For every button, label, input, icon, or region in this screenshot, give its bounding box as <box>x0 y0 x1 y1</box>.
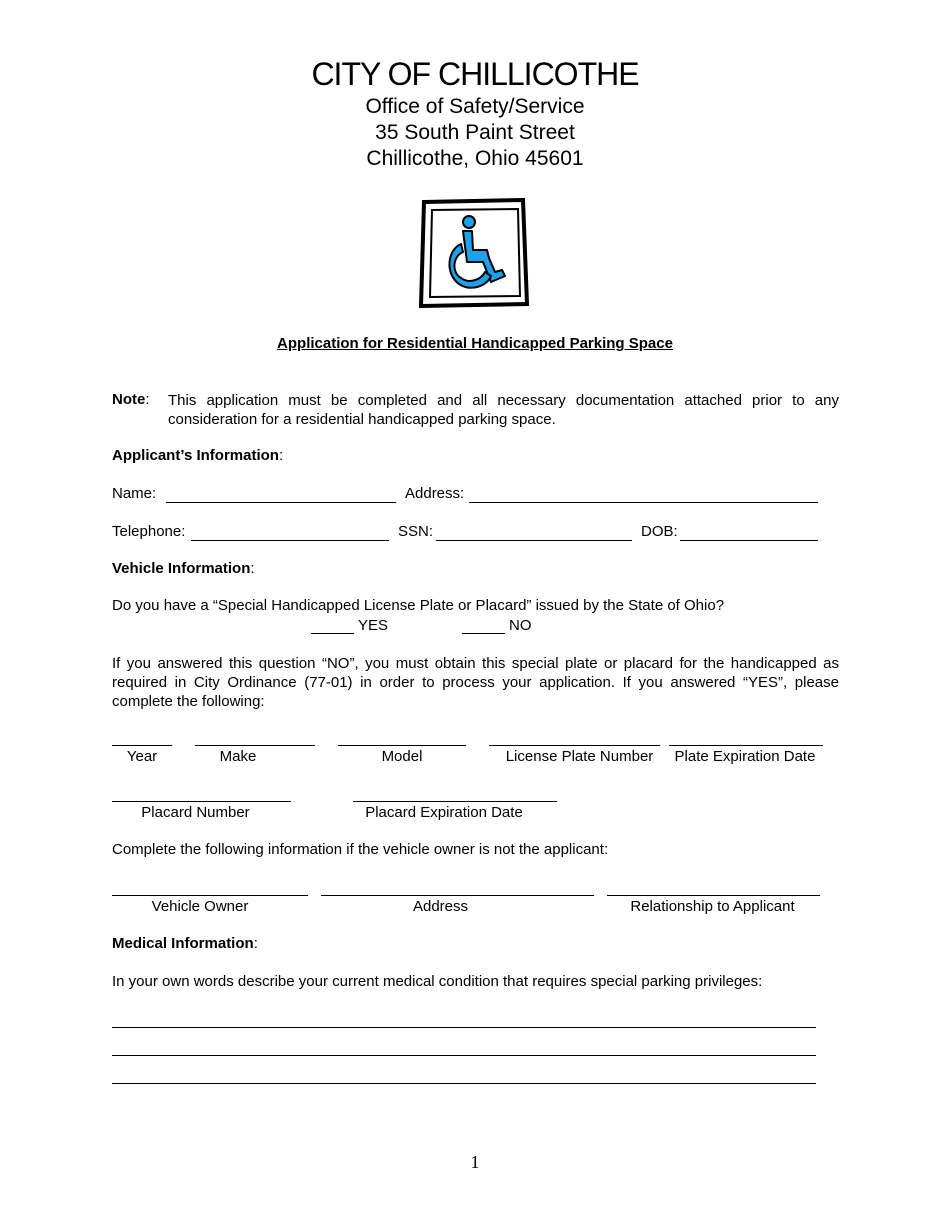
medical-prompt: In your own words describe your current medical condition that requires special parking privileges: <box>112 973 763 990</box>
make-label: Make <box>219 748 257 765</box>
year-label: Year <box>126 748 158 765</box>
yes-label: YES <box>358 617 389 634</box>
note-block <box>112 391 839 431</box>
vehicle-heading: Vehicle Information: <box>112 560 255 577</box>
yes-field[interactable] <box>311 633 354 634</box>
plate-expiration-date-label: Plate Expiration Date <box>674 748 816 765</box>
note-text: This application must be completed and all necessary documentation attached prior to any consideration for a residential handicapped parking space. <box>168 392 839 428</box>
placard-number-label: Placard Number <box>141 804 250 821</box>
medical-heading: Medical Information: <box>112 935 258 952</box>
plate-expiration-date-field[interactable] <box>669 745 823 746</box>
plate-instructions: If you answered this question “NO”, you must obtain this special plate or placard for the handicapped as required in City Ordinance (77-01) in order to process your application. If you answered “YES”, please complete the following: <box>112 655 839 710</box>
model-label: Model <box>381 748 423 765</box>
address-field[interactable] <box>469 502 818 503</box>
no-field[interactable] <box>462 633 505 634</box>
medical-description-line-1[interactable] <box>112 1027 816 1028</box>
applicant-heading: Applicant’s Information: <box>112 447 284 464</box>
ssn-field[interactable] <box>436 540 632 541</box>
owner-prompt: Complete the following information if the vehicle owner is not the applicant: <box>112 841 609 858</box>
relationship-to-applicant-label: Relationship to Applicant <box>630 898 795 915</box>
vehicle-owner-field[interactable] <box>112 895 308 896</box>
form-title: Application for Residential Handicapped Parking Space <box>277 335 673 352</box>
vehicle-owner-label: Vehicle Owner <box>151 898 249 915</box>
note-label: Note: <box>112 391 150 408</box>
telephone-field[interactable] <box>191 540 389 541</box>
name-field[interactable] <box>166 502 396 503</box>
telephone-label: Telephone: <box>112 523 186 540</box>
owner-address-label: Address <box>412 898 469 915</box>
owner-address-field[interactable] <box>321 895 594 896</box>
address-label: Address: <box>405 485 465 502</box>
dob-label: DOB: <box>641 523 678 540</box>
placard-expiration-date-label: Placard Expiration Date <box>365 804 523 821</box>
city-title: CITY OF CHILLICOTHE <box>311 56 639 92</box>
year-field[interactable] <box>112 745 172 746</box>
plate-question: Do you have a “Special Handicapped License Plate or Placard” issued by the State of Ohio? <box>112 597 725 614</box>
license-plate-number-label: License Plate Number <box>505 748 654 765</box>
placard-number-field[interactable] <box>112 801 291 802</box>
page-number: 1 <box>470 1152 480 1172</box>
wheelchair-accessibility-icon <box>419 198 531 308</box>
name-label: Name: <box>112 485 157 502</box>
no-label: NO <box>509 617 532 634</box>
medical-description-line-3[interactable] <box>112 1083 816 1084</box>
dob-field[interactable] <box>680 540 818 541</box>
office-name: Office of Safety/Service <box>365 95 585 118</box>
relationship-to-applicant-field[interactable] <box>607 895 820 896</box>
medical-description-line-2[interactable] <box>112 1055 816 1056</box>
placard-expiration-date-field[interactable] <box>353 801 557 802</box>
city-state-zip: Chillicothe, Ohio 45601 <box>366 147 584 170</box>
model-field[interactable] <box>338 745 466 746</box>
ssn-label: SSN: <box>398 523 434 540</box>
make-field[interactable] <box>195 745 315 746</box>
street-address: 35 South Paint Street <box>375 121 575 144</box>
license-plate-number-field[interactable] <box>489 745 660 746</box>
